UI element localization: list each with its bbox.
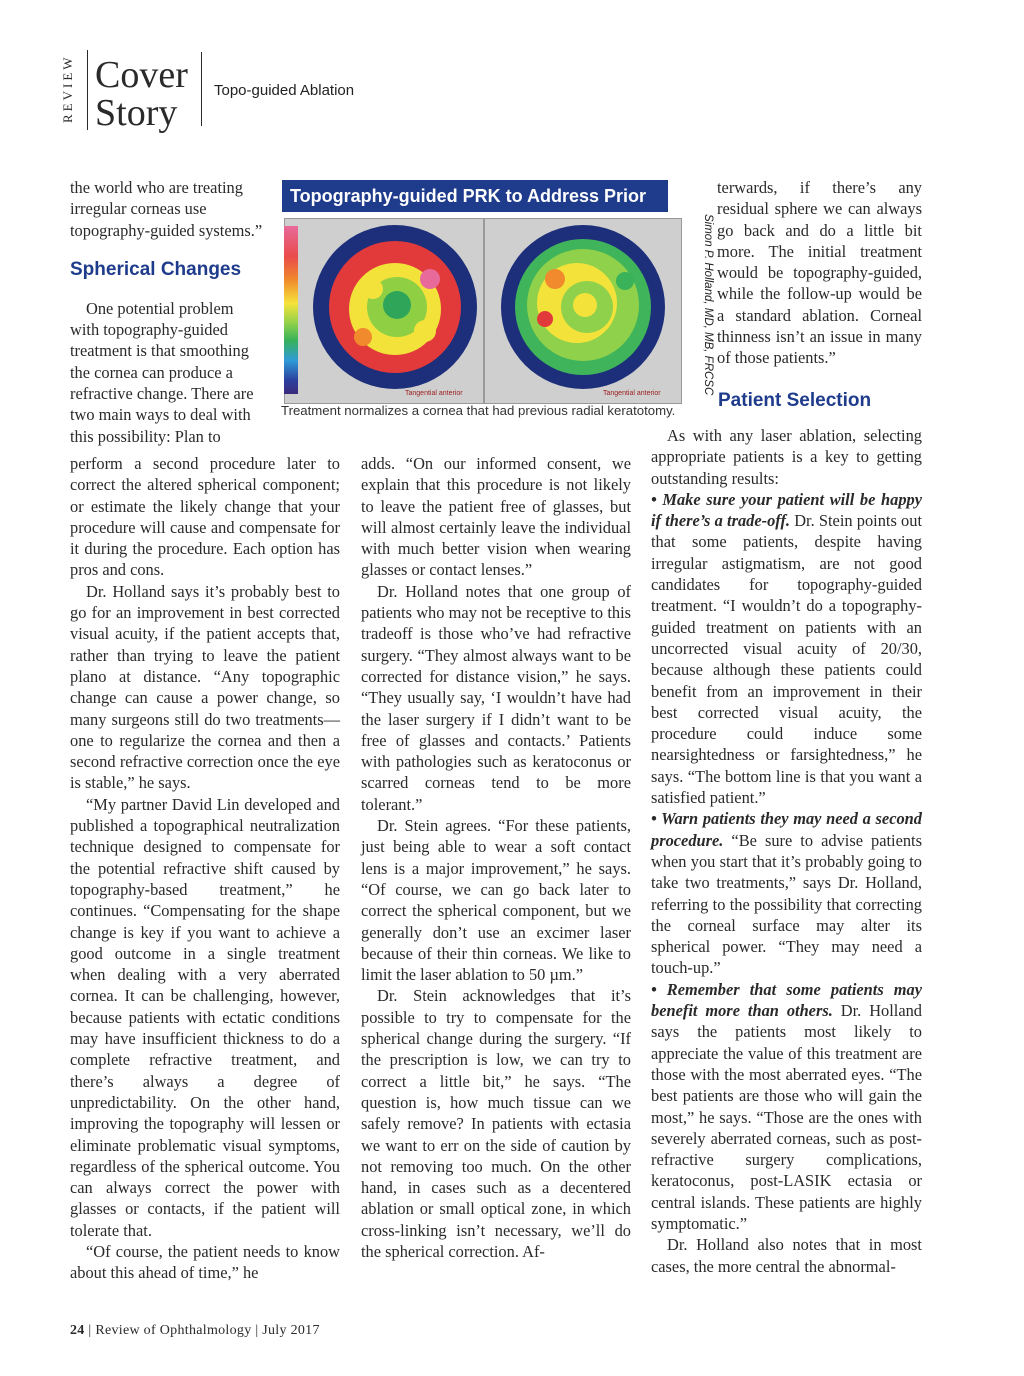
figure-credit: Simon P. Holland, MD, MB, FRCSC bbox=[702, 214, 714, 396]
paragraph: Dr. Holland notes that one group of patients who may not be receptive to this tradeoff is those who’ve had refractive surgery. “They almost always want to be corrected for distance vision,” he says. “They usually say, ‘I wouldn’t have had the laser surgery if I didn’t want to be free of glasses and contacts.’ Patients with pathologies such as keratoconus or scarred corneas tend to be more tolerant.” bbox=[361, 581, 631, 814]
paragraph: As with any laser ablation, selecting appropriate patients is a key to getting outstanding results: bbox=[651, 426, 922, 488]
paragraph: Dr. Holland also notes that in most cases, the more central the abnormal- bbox=[651, 1235, 922, 1276]
topography-map-after-graphic bbox=[485, 219, 681, 403]
color-scale bbox=[284, 226, 298, 394]
bullet-paragraph bbox=[651, 489, 922, 808]
bullet-lead: • Warn patients they may need a second procedure. bbox=[651, 809, 922, 850]
column-1-bottom bbox=[70, 453, 340, 1284]
page-footer: 24 | Review of Ophthalmology | July 2017 bbox=[70, 1323, 320, 1338]
bullet-lead: • Make sure your patient will be happy if there’s a trade-off. bbox=[651, 489, 922, 531]
heading-spherical-changes: Spherical Changes bbox=[70, 258, 242, 280]
column-3-top bbox=[717, 177, 922, 369]
bullet-text: Dr. Holland says the patients most likely to appreciate the value of this treatment are those with the most aberrated eyes. “The best patients are those who will gain the most,” he says. “Those are the ones with severely aberrated corneas, such as post-refractive surgery complications, keratoconus, post-LASIK ectasia or central islands. These patients are highly symptomatic.” bbox=[651, 1001, 922, 1233]
paragraph: adds. “On our informed consent, we explain that this procedure is not likely to leave the patient free of glasses, but will almost certainly leave the individual with much better vision when wearing glasses or contact lenses.” bbox=[361, 454, 631, 580]
column-2 bbox=[361, 453, 631, 1262]
topography-map-after bbox=[484, 218, 682, 404]
header-divider-2 bbox=[201, 52, 202, 126]
header-cover: Cover bbox=[95, 54, 188, 96]
column-3 bbox=[651, 390, 922, 1277]
bullet-paragraph bbox=[651, 808, 922, 978]
paragraph: Dr. Stein agrees. “For these patients, just being able to wear a soft contact lens is a major improvement,” he says. “Of course, we can go back later to correct the spherical component, but we generally don’t use an excimer laser because of their thin corneas. We like to limit the laser ablation to 50 µm.” bbox=[361, 816, 631, 985]
bullet-text: “Be sure to advise patients when you start that it’s probably going to take two treatments,” says Dr. Holland, referring to the possibility that correcting the corneal surface may alter its spherical power. “They may need a touch-up.” bbox=[651, 830, 922, 978]
column-1-top bbox=[70, 177, 263, 447]
page-number: 24 bbox=[70, 1323, 85, 1338]
paragraph: “Of course, the patient needs to know about this ahead of time,” he bbox=[70, 1241, 340, 1283]
figure-caption: Treatment normalizes a cornea that had previous radial keratotomy. bbox=[281, 403, 676, 418]
paragraph: “My partner David Lin developed and published a topographical neutralization technique designed to compensate for the potential refractive shift caused by topography-based treatment,” he continues. “Compensating for the shape change is key if you want to achieve a good outcome in a single treatment when dealing with a very aberrated cornea. It can be challenging, however, because patients with ectatic conditions may have insufficient thickness to do a complete refractive treatment, and there’s always a degree of unpredictability. On the other hand, improving the topography will lessen or eliminate problematic visual symptoms, regardless of the spherical outcome. You can always correct the power with glasses or contacts, if the patient will tolerate that. bbox=[70, 794, 340, 1240]
paragraph: One potential problem with topography-guided treatment is that smoothing the cornea can produce a refractive change. There are two main ways to deal with this possibility: Plan to bbox=[70, 298, 254, 446]
section-title: Topo-guided Ablation bbox=[214, 82, 355, 99]
footer-text: Review of Ophthalmology | July 2017 bbox=[95, 1323, 320, 1338]
topography-map-before-graphic bbox=[285, 219, 483, 403]
paragraph: Dr. Stein acknowledges that it’s possible to try to compensate for the spherical change during the surgery. “If the prescription is low, we can try to correct a little bit,” he says. “The question is, how much tissue can we safely remove? In patients with ectasia we want to err on the side of caution by not removing too much. On the other hand, in cases such as a decentered ablation or small optical zone, in which cross-linking isn’t necessary, we’ll do the spherical correction. Af- bbox=[361, 986, 631, 1261]
map-label: Tangential anterior bbox=[603, 390, 661, 397]
paragraph: the world who are treating irregular corneas use topography-guided systems.” bbox=[70, 178, 263, 240]
bullet-lead: • Remember that some patients may benefit more than others. bbox=[651, 979, 922, 1021]
paragraph: perform a second procedure later to correct the altered spherical component; or estimate the likely change that your procedure will cause and compensate for it during the procedure. Each option has pros and cons. bbox=[70, 454, 340, 580]
paragraph: Dr. Holland says it’s probably best to go for an improvement in best corrected visual acuity, if the patient accepts that, rather than trying to leave the patient plano at distance. “Any topographic change can cause a power change, so many surgeons still do two treatments—one to regularize the cornea and then a second refractive correction once the eye is stable,” he says. bbox=[70, 581, 340, 793]
bullet-paragraph bbox=[651, 979, 922, 1235]
paragraph: terwards, if there’s any residual sphere we can always go back and do a little bit more. The initial treatment would be topography-guided, while the follow-up would be a standard ablation. Corneal thinness isn’t an issue in many of those patients.” bbox=[717, 178, 922, 368]
map-label: Tangential anterior bbox=[405, 390, 463, 397]
heading-patient-selection: Patient Selection bbox=[718, 390, 872, 411]
header-divider bbox=[87, 50, 88, 130]
header-story: Story bbox=[95, 92, 178, 134]
header-review-label: REVIEW bbox=[60, 54, 75, 124]
bullet-text: Dr. Stein points out that some patients, despite having irregular astigmatism, are not good candidates for topography-guided treatment. “I wouldn’t do a topography-guided treatment on patients with an uncorrected visual acuity of 20/30, because although these patients could benefit from an improvement in their best corrected visual acuity, the procedure could induce some nearsightedness or farsightedness,” he says. “The bottom line is that you want a satisfied patient.” bbox=[651, 511, 922, 808]
topography-map-before bbox=[284, 218, 484, 404]
figure-title: Topography-guided PRK to Address Prior bbox=[282, 180, 668, 212]
